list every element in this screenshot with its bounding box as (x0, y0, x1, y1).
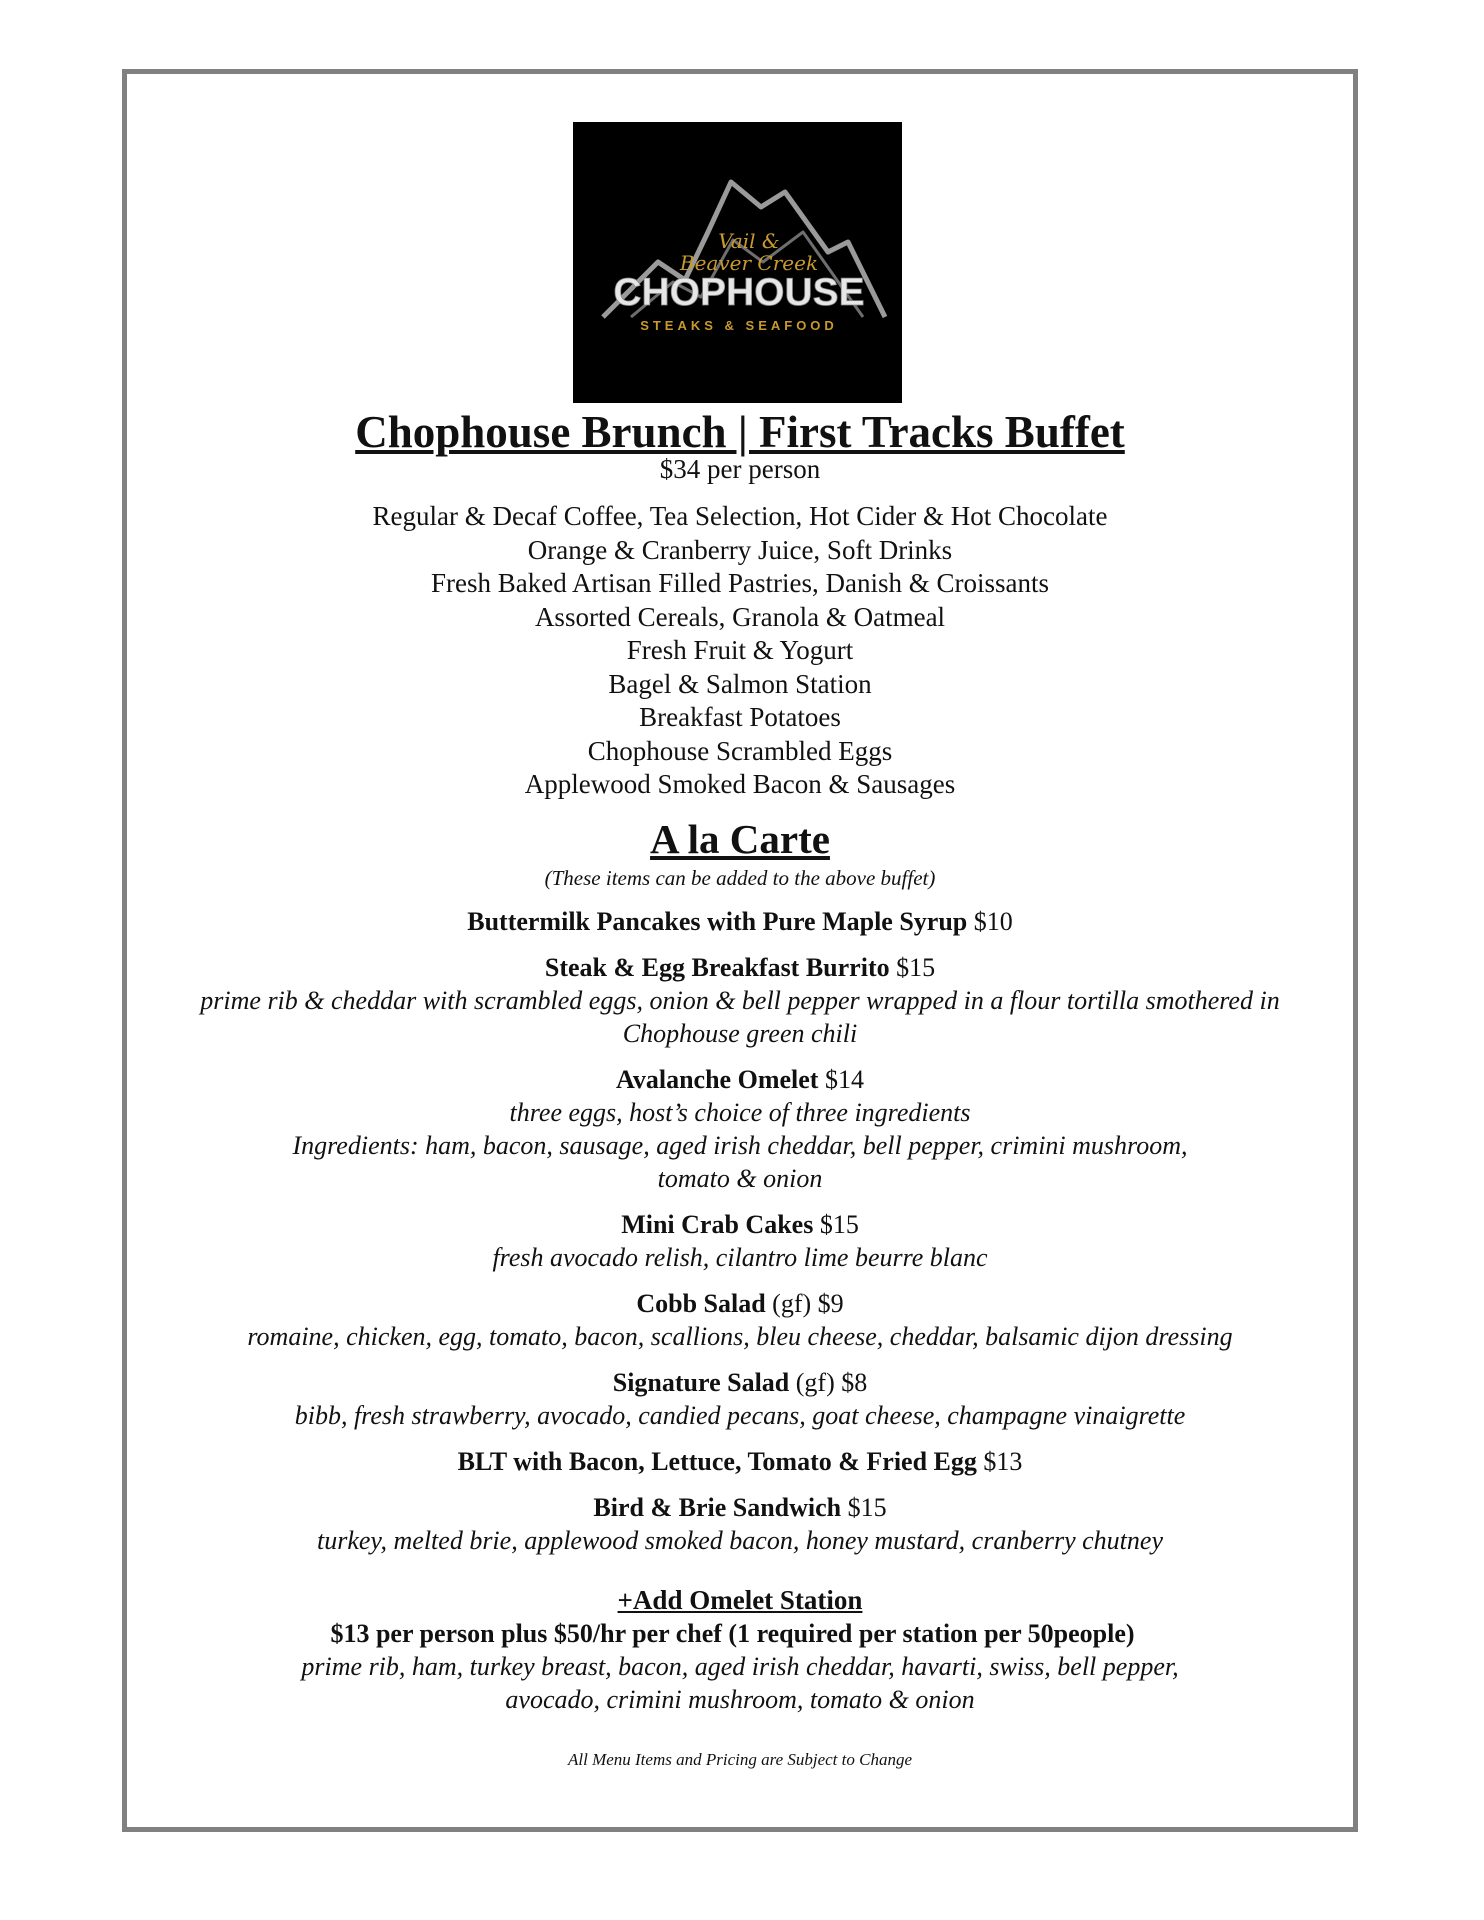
menu-title: Chophouse Brunch | First Tracks Buffet (355, 407, 1125, 457)
menu-item-name: Steak & Egg Breakfast Burrito (544, 953, 890, 982)
buffet-item: Fresh Baked Artisan Filled Pastries, Danish & Croissants (431, 568, 1049, 598)
menu-item-description: romaine, chicken, egg, tomato, bacon, scallions, bleu cheese, cheddar, balsamic dijon dressing (247, 1322, 1233, 1351)
menu-item-name: Mini Crab Cakes (621, 1210, 814, 1239)
menu-item-description: fresh avocado relish, cilantro lime beurre blanc (492, 1243, 988, 1272)
menu-item-name: Signature Salad (612, 1368, 790, 1397)
menu-item-heading (122, 951, 1358, 984)
menu-item-heading (122, 1445, 1358, 1478)
chophouse-logo (573, 122, 902, 403)
a-la-carte-note: (These items can be added to the above buffet) (544, 866, 936, 890)
logo-script-line2: Beaver Creek (679, 251, 819, 275)
menu-item-description: Ingredients: ham, bacon, sausage, aged irish cheddar, bell pepper, crimini mushroom, (292, 1131, 1188, 1160)
menu-item-heading (122, 1491, 1358, 1524)
menu-item-name: BLT with Bacon, Lettuce, Tomato & Fried Egg (457, 1447, 977, 1476)
logo-name: CHOPHOUSE (613, 271, 865, 314)
buffet-item: Assorted Cereals, Granola & Oatmeal (534, 601, 946, 632)
menu-item-price: $15 (889, 953, 936, 982)
buffet-item: Applewood Smoked Bacon & Sausages (524, 769, 956, 799)
omelet-station-price: $13 per person plus $50/hr per chef (1 required per station per 50people) (330, 1619, 1135, 1648)
menu-item-price: (gf) $9 (765, 1289, 844, 1318)
menu-item (122, 1445, 1358, 1478)
omelet-station-title: +Add Omelet Station (617, 1585, 863, 1615)
buffet-item: Bagel & Salmon Station (608, 668, 872, 699)
a-la-carte-heading: A la Carte (650, 816, 830, 862)
menu-item-description: three eggs, host’s choice of three ingredients (509, 1098, 971, 1127)
menu-item (122, 905, 1358, 938)
menu-item-price: $15 (841, 1493, 887, 1522)
menu-item-name: Avalanche Omelet (616, 1065, 819, 1094)
menu-item-price: $10 (967, 907, 1013, 936)
menu-item-heading (122, 1287, 1358, 1320)
omelet-station-desc-line: prime rib, ham, turkey breast, bacon, aged irish cheddar, havarti, swiss, bell pepper, (301, 1652, 1179, 1681)
menu-item-description: prime rib & cheddar with scrambled eggs, onion & bell pepper wrapped in a flour tortilla smothered in (200, 986, 1280, 1015)
buffet-item: Fresh Fruit & Yogurt (626, 635, 854, 665)
menu-item-price: $13 (976, 1447, 1023, 1476)
buffet-item: Orange & Cranberry Juice, Soft Drinks (527, 534, 953, 565)
menu-item (122, 1287, 1358, 1353)
buffet-item: Chophouse Scrambled Eggs (587, 735, 893, 766)
menu-item-description: bibb, fresh strawberry, avocado, candied pecans, goat cheese, champagne vinaigrette (294, 1401, 1186, 1430)
logo-script-line1: Vail & (718, 229, 780, 253)
menu-item-heading (122, 1366, 1358, 1399)
menu-item (122, 1491, 1358, 1557)
menu-item-name: Bird & Brie Sandwich (593, 1493, 842, 1522)
menu-item-description: turkey, melted brie, applewood smoked bacon, honey mustard, cranberry chutney (316, 1526, 1163, 1555)
menu-item (122, 1208, 1358, 1274)
menu-item-heading (122, 905, 1358, 938)
footer-disclaimer: All Menu Items and Pricing are Subject to Change (567, 1750, 913, 1769)
a-la-carte-items (122, 905, 1358, 1570)
menu-item-description: tomato & onion (657, 1164, 823, 1193)
buffet-price: $34 per person (659, 454, 821, 484)
menu-item-name: Cobb Salad (636, 1289, 766, 1318)
menu-item-price: $14 (818, 1065, 864, 1094)
buffet-item: Breakfast Potatoes (639, 702, 841, 732)
menu-item (122, 1063, 1358, 1195)
menu-item-price: $15 (813, 1210, 859, 1239)
buffet-items-list (122, 500, 1358, 802)
omelet-station (122, 1584, 1358, 1716)
menu-item-heading (122, 1208, 1358, 1241)
menu-item (122, 1366, 1358, 1432)
buffet-item: Regular & Decaf Coffee, Tea Selection, Hot Cider & Hot Chocolate (372, 501, 1108, 531)
menu-item-description: Chophouse green chili (622, 1019, 858, 1048)
menu-item-heading (122, 1063, 1358, 1096)
menu-item-price: (gf) $8 (789, 1368, 868, 1397)
omelet-station-desc-line: avocado, crimini mushroom, tomato & onion (505, 1685, 975, 1714)
menu-item (122, 951, 1358, 1050)
menu-item-name: Buttermilk Pancakes with Pure Maple Syrup (467, 907, 968, 936)
logo-tagline: STEAKS & SEAFOOD (640, 318, 838, 333)
